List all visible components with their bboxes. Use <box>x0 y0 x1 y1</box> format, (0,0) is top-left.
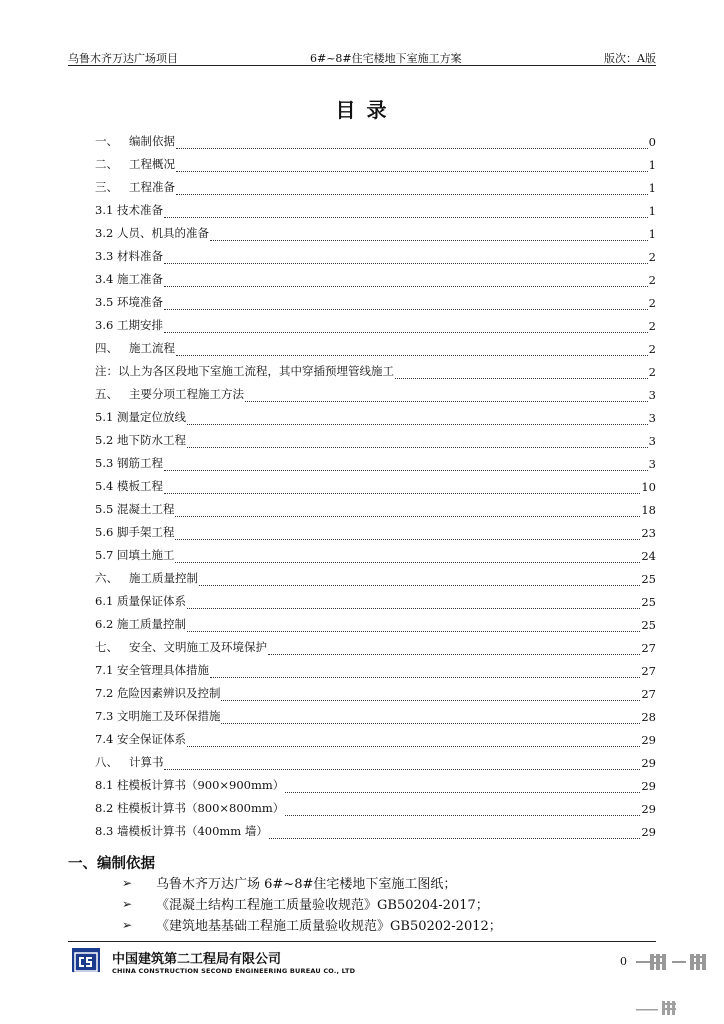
table-of-contents <box>95 126 656 839</box>
toc-entry-page: 2 <box>648 250 656 264</box>
toc-entry-page: 3 <box>648 411 656 425</box>
toc-title: 目 录 <box>335 98 389 122</box>
watermark-stamp-icon <box>636 950 720 974</box>
toc-entry[interactable] <box>95 218 656 241</box>
toc-leader-dots <box>176 137 648 149</box>
toc-leader-dots <box>164 459 648 471</box>
toc-entry[interactable] <box>95 241 656 264</box>
toc-entry[interactable] <box>95 195 656 218</box>
section-heading: 一、编制依据 <box>68 856 155 872</box>
toc-entry-label: 5.6 脚手架工程 <box>95 525 175 539</box>
reference-text: 乌鲁木齐万达广场 6#~8#住宅楼地下室施工图纸； <box>156 877 457 892</box>
toc-entry[interactable] <box>95 586 656 609</box>
toc-entry-page: 3 <box>648 388 656 402</box>
reference-item <box>122 893 662 914</box>
toc-leader-dots <box>164 321 648 333</box>
toc-entry[interactable] <box>95 632 656 655</box>
toc-entry-label: 五、 主要分项工程施工方法 <box>95 387 244 401</box>
toc-entry-page: 10 <box>641 480 656 494</box>
toc-entry[interactable] <box>95 609 656 632</box>
toc-entry-label: 6.2 施工质量控制 <box>95 617 186 631</box>
toc-entry[interactable] <box>95 793 656 816</box>
toc-entry-page: 3 <box>648 457 656 471</box>
toc-leader-dots <box>268 643 640 655</box>
toc-entry[interactable] <box>95 724 656 747</box>
toc-entry-label: 一、 编制依据 <box>95 134 175 148</box>
toc-entry[interactable] <box>95 287 656 310</box>
toc-entry-page: 2 <box>648 365 656 379</box>
toc-leader-dots <box>164 252 648 264</box>
toc-entry[interactable] <box>95 425 656 448</box>
toc-entry-label: 8.1 柱模板计算书（900×900mm） <box>95 778 285 792</box>
toc-leader-dots <box>199 574 640 586</box>
toc-entry-page: 2 <box>648 319 656 333</box>
toc-entry-label: 3.6 工期安排 <box>95 318 163 332</box>
toc-entry[interactable] <box>95 356 656 379</box>
footer-divider <box>68 941 656 942</box>
toc-entry-label: 六、 施工质量控制 <box>95 571 198 585</box>
toc-entry-page: 24 <box>641 549 656 563</box>
reference-list <box>122 872 662 935</box>
toc-entry-label: 5.4 模板工程 <box>95 479 163 493</box>
toc-entry-label: 8.2 柱模板计算书（800×800mm） <box>95 801 285 815</box>
toc-entry[interactable] <box>95 747 656 770</box>
toc-entry[interactable] <box>95 379 656 402</box>
page-header <box>68 50 656 64</box>
toc-entry-label: 3.2 人员、机具的准备 <box>95 226 209 240</box>
toc-entry-page: 27 <box>641 687 656 701</box>
toc-entry-label: 3.5 环境准备 <box>95 295 163 309</box>
toc-entry[interactable] <box>95 333 656 356</box>
toc-entry-label: 三、 工程准备 <box>95 180 175 194</box>
toc-entry-page: 2 <box>648 273 656 287</box>
toc-entry-label: 八、 计算书 <box>95 755 164 769</box>
toc-leader-dots <box>187 597 640 609</box>
header-project-name: 乌鲁木齐万达广场项目 <box>68 52 178 65</box>
arrow-bullet-icon: ➢ <box>122 875 133 890</box>
watermark-stamp-icon <box>636 998 686 1018</box>
toc-leader-dots <box>210 666 640 678</box>
toc-leader-dots <box>187 413 648 425</box>
toc-leader-dots <box>176 183 648 195</box>
toc-entry-label: 7.2 危险因素辨识及控制 <box>95 686 221 700</box>
toc-leader-dots <box>176 344 648 356</box>
toc-leader-dots <box>187 620 640 632</box>
header-divider <box>68 65 656 66</box>
toc-leader-dots <box>176 160 648 172</box>
toc-entry-page: 1 <box>648 181 656 195</box>
company-name-cn: 中国建筑第二工程局有限公司 <box>112 952 282 967</box>
toc-entry-label: 3.1 技术准备 <box>95 203 163 217</box>
toc-entry-label: 注：以上为各区段地下室施工流程，其中穿插预埋管线施工 <box>95 364 394 378</box>
reference-text: 《建筑地基基础工程施工质量验收规范》GB50202-2012； <box>156 919 502 934</box>
toc-entry[interactable] <box>95 540 656 563</box>
toc-entry[interactable] <box>95 310 656 333</box>
toc-leader-dots <box>164 206 648 218</box>
header-revision: 版次：A版 <box>604 52 656 65</box>
toc-leader-dots <box>245 390 648 402</box>
toc-entry-label: 7.1 安全管理具体措施 <box>95 663 209 677</box>
toc-entry-page: 29 <box>641 756 656 770</box>
toc-entry-page: 18 <box>641 503 656 517</box>
toc-entry[interactable] <box>95 678 656 701</box>
toc-leader-dots <box>285 781 640 793</box>
toc-entry-page: 29 <box>641 825 656 839</box>
toc-leader-dots <box>175 551 640 563</box>
toc-entry[interactable] <box>95 655 656 678</box>
toc-leader-dots <box>187 735 640 747</box>
toc-entry-label: 6.1 质量保证体系 <box>95 594 186 608</box>
toc-entry-page: 1 <box>648 204 656 218</box>
toc-entry-label: 7.3 文明施工及环保措施 <box>95 709 221 723</box>
toc-entry-label: 四、 施工流程 <box>95 341 175 355</box>
toc-leader-dots <box>164 275 648 287</box>
toc-entry-page: 29 <box>641 802 656 816</box>
toc-entry-page: 1 <box>648 158 656 172</box>
arrow-bullet-icon: ➢ <box>122 896 133 911</box>
toc-entry-page: 2 <box>648 296 656 310</box>
toc-leader-dots <box>210 229 648 241</box>
toc-entry-label: 7.4 安全保证体系 <box>95 732 186 746</box>
toc-entry[interactable] <box>95 149 656 172</box>
toc-entry[interactable] <box>95 402 656 425</box>
toc-entry[interactable] <box>95 172 656 195</box>
reference-text: 《混凝土结构工程施工质量验收规范》GB50204-2017； <box>156 898 489 913</box>
toc-entry-page: 28 <box>641 710 656 724</box>
toc-entry-label: 5.5 混凝土工程 <box>95 502 175 516</box>
toc-entry[interactable] <box>95 494 656 517</box>
toc-entry-label: 3.3 材料准备 <box>95 249 163 263</box>
toc-entry-page: 25 <box>641 595 656 609</box>
toc-entry-page: 27 <box>641 664 656 678</box>
toc-entry-label: 5.2 地下防水工程 <box>95 433 186 447</box>
toc-entry-label: 5.7 回填土施工 <box>95 548 175 562</box>
reference-item <box>122 872 662 893</box>
toc-entry-label: 5.1 测量定位放线 <box>95 410 186 424</box>
toc-entry[interactable] <box>95 770 656 793</box>
page-number: 0 <box>620 955 627 968</box>
toc-entry-page: 25 <box>641 572 656 586</box>
header-document-title: 6#~8#住宅楼地下室施工方案 <box>310 52 462 65</box>
toc-entry-label: 3.4 施工准备 <box>95 272 163 286</box>
toc-entry[interactable] <box>95 563 656 586</box>
toc-entry-label: 二、 工程概况 <box>95 157 175 171</box>
company-name-en: CHINA CONSTRUCTION SECOND ENGINEERING BUREAU CO., LTD <box>112 967 356 975</box>
toc-entry-page: 23 <box>641 526 656 540</box>
toc-entry-page: 3 <box>648 434 656 448</box>
toc-leader-dots <box>175 505 640 517</box>
toc-entry-page: 0 <box>648 135 656 149</box>
toc-entry-page: 1 <box>648 227 656 241</box>
toc-entry-page: 29 <box>641 733 656 747</box>
reference-item <box>122 914 662 935</box>
toc-leader-dots <box>221 689 640 701</box>
toc-entry-label: 5.3 钢筋工程 <box>95 456 163 470</box>
toc-entry[interactable] <box>95 126 656 149</box>
toc-entry-page: 2 <box>648 342 656 356</box>
toc-leader-dots <box>164 482 640 494</box>
toc-leader-dots <box>285 804 640 816</box>
toc-leader-dots <box>221 712 640 724</box>
toc-entry-label: 8.3 墙模板计算书（400mm 墙） <box>95 824 268 838</box>
toc-entry[interactable] <box>95 471 656 494</box>
toc-entry-label: 七、 安全、文明施工及环境保护 <box>95 640 267 654</box>
toc-leader-dots <box>395 367 648 379</box>
cscec-logo-icon <box>72 948 100 976</box>
toc-entry-page: 29 <box>641 779 656 793</box>
toc-leader-dots <box>164 298 648 310</box>
toc-entry-page: 25 <box>641 618 656 632</box>
toc-entry[interactable] <box>95 816 656 839</box>
toc-entry[interactable] <box>95 264 656 287</box>
toc-entry[interactable] <box>95 517 656 540</box>
toc-entry[interactable] <box>95 448 656 471</box>
arrow-bullet-icon: ➢ <box>122 917 133 932</box>
toc-entry[interactable] <box>95 701 656 724</box>
toc-leader-dots <box>164 758 640 770</box>
toc-leader-dots <box>269 827 641 839</box>
toc-leader-dots <box>187 436 648 448</box>
toc-leader-dots <box>175 528 640 540</box>
toc-entry-page: 27 <box>641 641 656 655</box>
